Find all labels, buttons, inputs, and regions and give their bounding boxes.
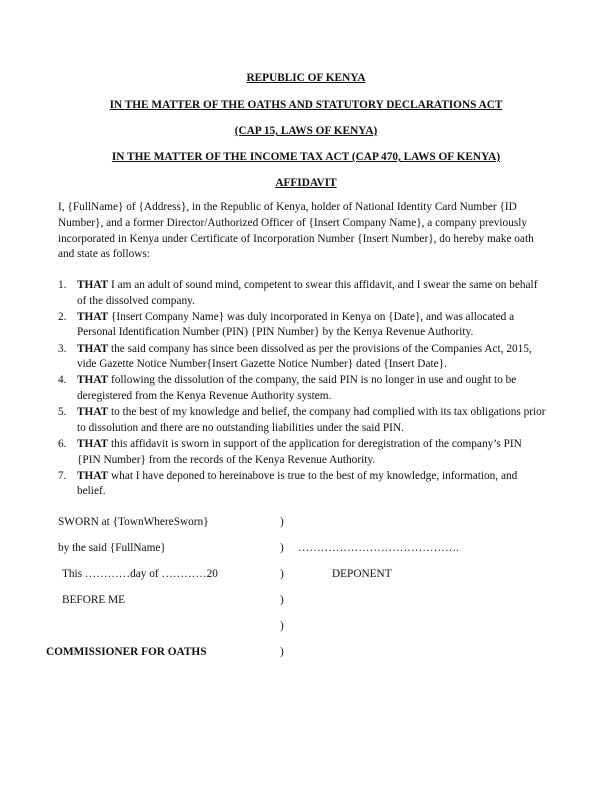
clause-number: 2. [58, 310, 67, 323]
clause-number: 6. [58, 437, 67, 450]
date-line: This …………day of …………20 [62, 568, 218, 580]
clause-item [58, 373, 548, 404]
bracket: ) [280, 568, 284, 580]
clause-lead: THAT [77, 310, 109, 323]
clause-text: to the best of my knowledge and belief, the company had complied with its tax obligations prior to dissolution and there are no outstanding liabilities under the said PIN. [77, 406, 546, 434]
commissioner-for-oaths-label: COMMISSIONER FOR OATHS [46, 646, 207, 658]
clause-item [58, 469, 548, 500]
intro-paragraph: I, {FullName} of {Address}, in the Republic of Kenya, holder of National Identity Card Number {ID Number}, and a former Director/Authorized Officer of {Insert Company Name}, a company previously incorporated in Kenya under Certificate of Incorporation Number {Insert Number}, do hereby make oath and state as follows: [58, 201, 534, 261]
clause-text: I am an adult of sound mind, competent to swear this affidavit, and I swear the same on behalf of the dissolved company. [77, 279, 538, 307]
bracket: ) [280, 620, 284, 632]
clause-lead: THAT [77, 342, 109, 355]
bracket: ) [280, 542, 284, 554]
clause-text: {Insert Company Name} was duly incorporated in Kenya on {Date}, and was allocated a Personal Identification Number (PIN) {PIN Number} by the Kenya Revenue Authority. [77, 310, 515, 339]
clause-number: 4. [58, 374, 67, 387]
clause-number: 3. [58, 342, 67, 355]
clause-lead: THAT [77, 406, 109, 419]
clause-lead: THAT [77, 437, 109, 450]
heading-republic: REPUBLIC OF KENYA [246, 72, 366, 84]
clause-item [58, 342, 548, 373]
bracket: ) [280, 594, 284, 606]
bracket: ) [280, 646, 284, 658]
clause-lead: THAT [77, 469, 109, 482]
before-me-label: BEFORE ME [62, 594, 126, 606]
clause-lead: THAT [77, 279, 109, 291]
clause-list [58, 278, 548, 500]
clause-text: what I have deponed to hereinabove is true to the best of my knowledge, information, and belief. [77, 469, 518, 498]
heading-oaths-act: IN THE MATTER OF THE OATHS AND STATUTORY DECLARATIONS ACT [109, 99, 503, 111]
clause-lead: THAT [77, 374, 109, 387]
sworn-at-label: SWORN at {TownWhereSworn} [58, 516, 209, 528]
bracket: ) [280, 516, 284, 528]
deponent-signature-line: ……………………………………. [298, 542, 459, 554]
clause-text: this affidavit is sworn in support of the application for deregistration of the company’s PIN {PIN Number} from the records of the Kenya Revenue Authority. [77, 437, 522, 466]
heading-cap-15: (CAP 15, LAWS OF KENYA) [234, 125, 378, 137]
clause-item [58, 437, 548, 468]
deponent-label: DEPONENT [332, 568, 392, 580]
clause-item [58, 405, 548, 436]
heading-income-tax-act: IN THE MATTER OF THE INCOME TAX ACT (CAP 470, LAWS OF KENYA) [111, 151, 501, 163]
clause-item [58, 278, 548, 309]
heading-affidavit: AFFIDAVIT [275, 177, 337, 189]
clause-text: the said company has since been dissolved as per the provisions of the Companies Act, 2015, vide Gazette Notice Number{Insert Gazette Notice Number} dated {Insert Date}. [77, 342, 532, 371]
clause-number: 7. [58, 469, 67, 482]
clause-number: 5. [58, 406, 67, 419]
clause-item [58, 310, 548, 341]
clause-number: 1. [58, 279, 67, 291]
clause-text: following the dissolution of the company, the said PIN is no longer in use and ought to be deregistered from the Kenya Revenue Authority system. [77, 374, 517, 402]
by-the-said-label: by the said {FullName} [58, 542, 166, 554]
